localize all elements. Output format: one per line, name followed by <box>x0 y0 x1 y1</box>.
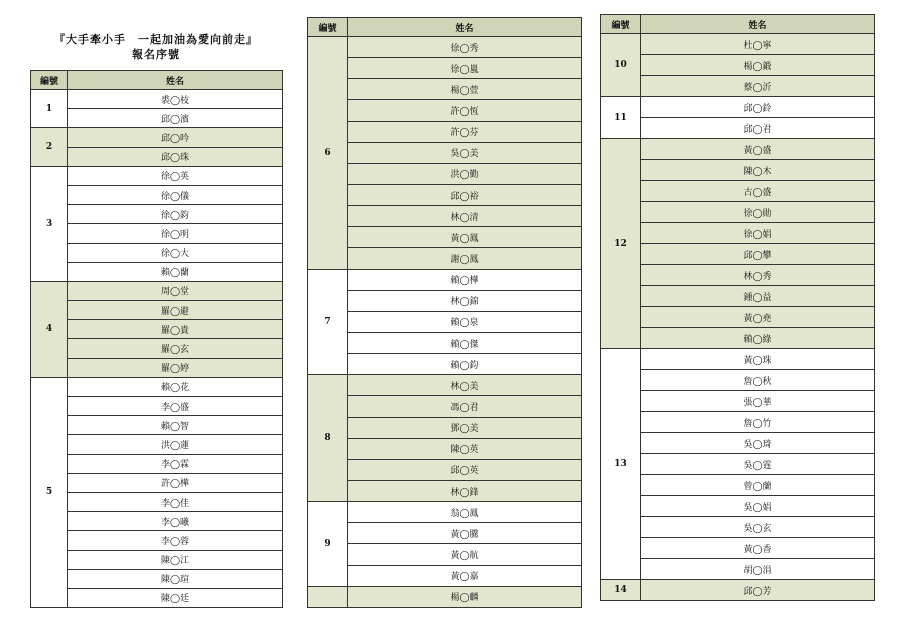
participant-name: 徐◯秀 <box>348 37 582 58</box>
group-number: 5 <box>31 377 68 607</box>
table-row <box>308 37 582 58</box>
document-title <box>30 32 282 62</box>
participant-name: 詹◯秋 <box>641 370 875 391</box>
table-row <box>308 206 582 227</box>
table-row <box>31 109 283 128</box>
participant-name: 吳◯美 <box>348 142 582 163</box>
participant-name: 陳◯英 <box>348 438 582 459</box>
participant-name: 賴◯泉 <box>348 311 582 332</box>
table-row <box>308 354 582 375</box>
table-row <box>308 269 582 290</box>
header-number: 編號 <box>308 18 348 37</box>
participant-name: 邱◯吟 <box>68 128 283 147</box>
participant-name: 邱◯英 <box>348 459 582 480</box>
table-row <box>31 397 283 416</box>
participant-name: 徐◯儀 <box>68 185 283 204</box>
table-row <box>31 550 283 569</box>
participant-name: 許◯芬 <box>348 121 582 142</box>
group-number: 2 <box>31 128 68 166</box>
participant-name: 賴◯綠 <box>641 328 875 349</box>
participant-name: 許◯樺 <box>68 473 283 492</box>
participant-name: 黃◯騰 <box>348 523 582 544</box>
table-row <box>308 121 582 142</box>
table-row <box>31 224 283 243</box>
table-row <box>308 565 582 586</box>
table-row <box>601 97 875 118</box>
participant-name: 吳◯霆 <box>641 454 875 475</box>
table-row <box>601 580 875 601</box>
group-number: 13 <box>601 349 641 580</box>
table-row <box>31 512 283 531</box>
group-number: 7 <box>308 269 348 375</box>
participant-name: 林◯錦 <box>348 290 582 311</box>
participant-name: 徐◯娟 <box>641 223 875 244</box>
table-row <box>601 244 875 265</box>
participant-name: 陳◯廷 <box>68 588 283 607</box>
table-row <box>308 58 582 79</box>
table-row <box>308 459 582 480</box>
table-row <box>31 454 283 473</box>
participant-name: 杜◯寧 <box>641 34 875 55</box>
table-row <box>601 76 875 97</box>
table-row <box>601 202 875 223</box>
table-row <box>601 391 875 412</box>
table-row <box>31 205 283 224</box>
table-row <box>601 349 875 370</box>
table-row <box>601 139 875 160</box>
table-row <box>308 163 582 184</box>
participant-name: 羅◯貴 <box>68 320 283 339</box>
participant-name: 林◯秀 <box>641 265 875 286</box>
participant-name: 賴◯蘭 <box>68 262 283 281</box>
participant-name: 李◯霖 <box>68 454 283 473</box>
participant-name: 邱◯君 <box>641 118 875 139</box>
roster-table-3 <box>600 14 875 601</box>
table-row <box>31 243 283 262</box>
group-number: 6 <box>308 37 348 270</box>
header-name: 姓名 <box>348 18 582 37</box>
participant-name: 謝◯鳳 <box>348 248 582 269</box>
table-row <box>601 223 875 244</box>
participant-name: 徐◯大 <box>68 243 283 262</box>
participant-name: 洪◯勤 <box>348 163 582 184</box>
group-number: 1 <box>31 90 68 128</box>
table-row <box>308 100 582 121</box>
table-row <box>601 370 875 391</box>
participant-name: 黃◯嘉 <box>348 565 582 586</box>
roster-table-2 <box>307 17 582 608</box>
table-row <box>601 475 875 496</box>
participant-name: 黃◯航 <box>348 544 582 565</box>
table-row <box>601 34 875 55</box>
table-row <box>308 290 582 311</box>
table-row <box>308 142 582 163</box>
participant-name: 詹◯竹 <box>641 412 875 433</box>
participant-name: 賴◯花 <box>68 377 283 396</box>
table-row <box>601 307 875 328</box>
table-row <box>31 377 283 396</box>
header-name: 姓名 <box>641 15 875 34</box>
participant-name: 黃◯盛 <box>641 139 875 160</box>
participant-name: 邱◯珠 <box>68 147 283 166</box>
group-number: 12 <box>601 139 641 349</box>
table-row <box>31 531 283 550</box>
table-row <box>601 160 875 181</box>
participant-name: 李◯盛 <box>68 397 283 416</box>
group-number: 10 <box>601 34 641 97</box>
table-row <box>601 433 875 454</box>
participant-name: 邱◯芳 <box>641 580 875 601</box>
table-row <box>308 480 582 501</box>
title-line-2: 報名序號 <box>132 48 180 61</box>
table-row <box>31 339 283 358</box>
participant-name: 馮◯君 <box>348 396 582 417</box>
participant-name: 楊◯麟 <box>348 586 582 607</box>
table-row <box>31 262 283 281</box>
group-number: 3 <box>31 166 68 281</box>
group-number: 8 <box>308 375 348 502</box>
table-row <box>601 328 875 349</box>
participant-name: 徐◯嵐 <box>348 58 582 79</box>
table-row <box>308 417 582 438</box>
participant-name: 楊◯萱 <box>348 79 582 100</box>
table-row <box>308 523 582 544</box>
table-row <box>601 496 875 517</box>
table-row <box>601 118 875 139</box>
header-number: 編號 <box>31 71 68 90</box>
table-row <box>601 286 875 307</box>
table-row <box>308 502 582 523</box>
participant-name: 蔡◯沂 <box>641 76 875 97</box>
table-row <box>308 438 582 459</box>
participant-name: 吳◯琦 <box>641 433 875 454</box>
participant-name: 邱◯濱 <box>68 109 283 128</box>
participant-name: 邱◯裕 <box>348 184 582 205</box>
table-row <box>31 473 283 492</box>
table-row <box>31 569 283 588</box>
table-row <box>308 184 582 205</box>
participant-name: 洪◯蓮 <box>68 435 283 454</box>
participant-name: 李◯蓉 <box>68 531 283 550</box>
participant-name: 吳◯娟 <box>641 496 875 517</box>
participant-name: 羅◯玄 <box>68 339 283 358</box>
table-row <box>601 55 875 76</box>
table-row <box>601 265 875 286</box>
participant-name: 古◯盛 <box>641 181 875 202</box>
participant-name: 鄧◯美 <box>348 417 582 438</box>
participant-name: 徐◯英 <box>68 166 283 185</box>
participant-name: 邱◯鈴 <box>641 97 875 118</box>
title-line-1: 『大手牽小手 一起加油為愛向前走』 <box>54 33 258 46</box>
participant-name: 楊◯鍛 <box>641 55 875 76</box>
group-number: 11 <box>601 97 641 139</box>
participant-name: 賴◯傑 <box>348 332 582 353</box>
table-row <box>308 396 582 417</box>
participant-name: 林◯清 <box>348 206 582 227</box>
participant-name: 黃◯鳳 <box>348 227 582 248</box>
table-row <box>31 435 283 454</box>
participant-name: 曾◯蘭 <box>641 475 875 496</box>
table-row <box>31 185 283 204</box>
table-row <box>601 517 875 538</box>
participant-name: 周◯堂 <box>68 281 283 300</box>
header-number: 編號 <box>601 15 641 34</box>
roster-table-1 <box>30 70 283 608</box>
participant-name: 吳◯玄 <box>641 517 875 538</box>
participant-name: 黃◯珠 <box>641 349 875 370</box>
table-row <box>308 248 582 269</box>
participant-name: 黃◯堯 <box>641 307 875 328</box>
table-row <box>31 320 283 339</box>
participant-name: 賴◯鈞 <box>348 354 582 375</box>
table-row <box>308 79 582 100</box>
participant-name: 鍾◯益 <box>641 286 875 307</box>
table-row <box>308 586 582 607</box>
table-row <box>31 588 283 607</box>
group-number <box>308 586 348 607</box>
table-row <box>308 544 582 565</box>
participant-name: 徐◯勛 <box>641 202 875 223</box>
group-number: 9 <box>308 502 348 587</box>
participant-name: 羅◯避 <box>68 301 283 320</box>
participant-name: 許◯恆 <box>348 100 582 121</box>
participant-name: 黃◯香 <box>641 538 875 559</box>
participant-name: 賴◯智 <box>68 416 283 435</box>
table-row <box>308 375 582 396</box>
group-number: 4 <box>31 281 68 377</box>
participant-name: 陳◯木 <box>641 160 875 181</box>
table-row <box>601 538 875 559</box>
participant-name: 邱◯攀 <box>641 244 875 265</box>
participant-name: 賴◯樺 <box>348 269 582 290</box>
table-row <box>31 492 283 511</box>
table-row <box>31 128 283 147</box>
participant-name: 胡◯涓 <box>641 559 875 580</box>
table-row <box>601 181 875 202</box>
participant-name: 徐◯明 <box>68 224 283 243</box>
participant-name: 張◯華 <box>641 391 875 412</box>
table-row <box>31 90 283 109</box>
participant-name: 李◯曦 <box>68 512 283 531</box>
header-name: 姓名 <box>68 71 283 90</box>
table-row <box>308 311 582 332</box>
table-row <box>308 227 582 248</box>
table-row <box>601 559 875 580</box>
table-row <box>31 281 283 300</box>
table-row <box>31 301 283 320</box>
table-row <box>31 358 283 377</box>
table-row <box>601 454 875 475</box>
participant-name: 陳◯江 <box>68 550 283 569</box>
participant-name: 陳◯瑄 <box>68 569 283 588</box>
table-row <box>308 332 582 353</box>
participant-name: 翁◯鳳 <box>348 502 582 523</box>
participant-name: 林◯鋒 <box>348 480 582 501</box>
table-row <box>31 147 283 166</box>
participant-name: 徐◯鈞 <box>68 205 283 224</box>
table-row <box>601 412 875 433</box>
table-row <box>31 166 283 185</box>
participant-name: 裘◯枝 <box>68 90 283 109</box>
group-number: 14 <box>601 580 641 601</box>
participant-name: 羅◯婷 <box>68 358 283 377</box>
participant-name: 林◯美 <box>348 375 582 396</box>
participant-name: 李◯佳 <box>68 492 283 511</box>
table-row <box>31 416 283 435</box>
